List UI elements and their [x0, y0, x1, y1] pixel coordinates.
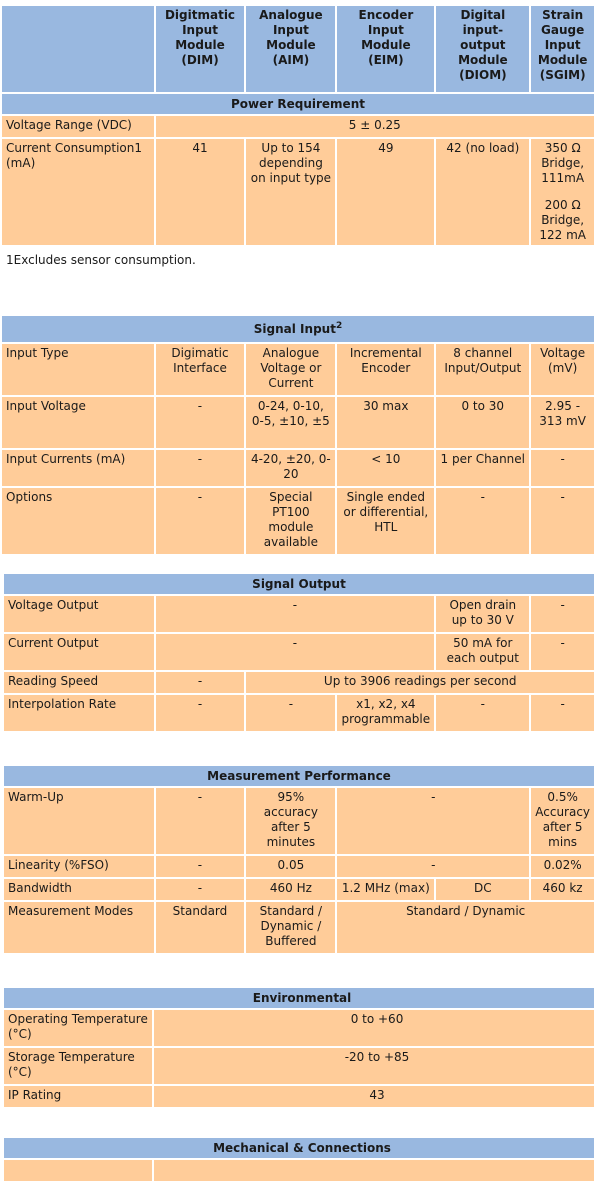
col-header-aim: Analogue Input Module (AIM): [246, 6, 335, 92]
section-row: [2, 316, 594, 342]
table-row: [2, 488, 594, 554]
table-row: [2, 116, 594, 137]
cell-value: [154, 1160, 594, 1181]
table-row: [2, 139, 594, 245]
cell-value: -: [156, 879, 245, 900]
table-row: [4, 856, 594, 877]
signal-output-table: [2, 572, 594, 733]
sgim-current-350: 350 Ω Bridge, 111mA: [541, 141, 585, 185]
section-title-power: Power Requirement: [2, 94, 594, 114]
cell-value: -: [156, 397, 245, 448]
cell-value: 460 Hz: [246, 879, 335, 900]
cell-value: -: [337, 788, 529, 854]
section-title-text: Signal Input: [253, 321, 336, 336]
row-label: Input Voltage: [2, 397, 154, 448]
cell-value: -: [337, 856, 529, 877]
table-row: [4, 902, 594, 953]
cell-value: -: [436, 695, 529, 731]
cell-value: Open drain up to 30 V: [436, 596, 529, 632]
environmental-table: [2, 986, 594, 1109]
sgim-current-200: 200 Ω Bridge, 122 mA: [539, 198, 586, 242]
section-title-environmental: Environmental: [4, 988, 594, 1008]
row-label: Input Currents (mA): [2, 450, 154, 486]
cell-value: -: [156, 596, 435, 632]
cell-value: 0 to 30: [436, 397, 529, 448]
cell-value: DC: [436, 879, 529, 900]
cell-value: 95% accuracy after 5 minutes: [246, 788, 335, 854]
cell-value: -: [156, 488, 245, 554]
cell-value: -: [531, 634, 594, 670]
cell-value: 0-24, 0-10, 0-5, ±10, ±5: [246, 397, 335, 448]
section-title-signal-output: Signal Output: [4, 574, 594, 594]
cell-value: 0 to +60: [154, 1010, 594, 1046]
row-label: IP Rating: [4, 1086, 152, 1107]
signal-input-table: [0, 314, 594, 556]
cell-value: < 10: [337, 450, 434, 486]
cell-value: 42 (no load): [436, 139, 529, 245]
table-row: [4, 634, 594, 670]
cell-value: -: [156, 450, 245, 486]
footnote-row: [2, 247, 594, 277]
cell-value: 30 max: [337, 397, 434, 448]
section-row: [4, 574, 594, 594]
cell-value: Special PT100 module available: [246, 488, 335, 554]
cell-value: -: [531, 596, 594, 632]
measurement-table: [2, 764, 594, 955]
cell-value: 4-20, ±20, 0-20: [246, 450, 335, 486]
cell-value: 0.5% Accuracy after 5 mins: [531, 788, 594, 854]
col-header-sgim: Strain Gauge Input Module (SGIM): [531, 6, 594, 92]
row-label: Bandwidth: [4, 879, 154, 900]
mechanical-table: [2, 1136, 594, 1183]
cell-value: -: [156, 788, 245, 854]
row-label: Operating Temperature (°C): [4, 1010, 152, 1046]
cell-value: -: [156, 634, 435, 670]
row-label: Warm-Up: [4, 788, 154, 854]
section-row: [2, 94, 594, 114]
header-corner: [2, 6, 154, 92]
table-row: [4, 1160, 594, 1181]
row-label: Measurement Modes: [4, 902, 154, 953]
cell-value: -: [531, 488, 594, 554]
table-row: [2, 344, 594, 395]
cell-value: Standard: [156, 902, 245, 953]
cell-value: -: [156, 856, 245, 877]
cell-value: -20 to +85: [154, 1048, 594, 1084]
cell-value: Up to 154 depending on input type: [246, 139, 335, 245]
footnote: 1Excludes sensor consumption.: [2, 247, 594, 277]
cell-value: 49: [337, 139, 434, 245]
row-label: Interpolation Rate: [4, 695, 154, 731]
cell-value: Standard / Dynamic / Buffered: [246, 902, 335, 953]
section-row: [4, 988, 594, 1008]
cell-value: 8 channel Input/Output: [436, 344, 529, 395]
col-header-eim: Encoder Input Module (EIM): [337, 6, 434, 92]
cell-value: -: [246, 695, 335, 731]
cell-value: -: [436, 488, 529, 554]
table-row: [4, 879, 594, 900]
row-label: Current Output: [4, 634, 154, 670]
row-label: Input Type: [2, 344, 154, 395]
section-title-mechanical: Mechanical & Connections: [4, 1138, 594, 1158]
cell-value: Up to 3906 readings per second: [246, 672, 594, 693]
cell-value: Single ended or differential, HTL: [337, 488, 434, 554]
table-row: [4, 1048, 594, 1084]
row-label: Current Consumption1 (mA): [2, 139, 154, 245]
row-label: Voltage Output: [4, 596, 154, 632]
row-label: Reading Speed: [4, 672, 154, 693]
table-row: [4, 1010, 594, 1046]
cell-value: -: [531, 450, 594, 486]
cell-value: 41: [156, 139, 245, 245]
row-label: Voltage Range (VDC): [2, 116, 154, 137]
cell-value: 1 per Channel: [436, 450, 529, 486]
section-title-measurement: Measurement Performance: [4, 766, 594, 786]
cell-value: Digimatic Interface: [156, 344, 245, 395]
table-row: [4, 596, 594, 632]
cell-value: Standard / Dynamic: [337, 902, 594, 953]
table-row: [2, 450, 594, 486]
table-row: [2, 397, 594, 448]
section-row: [4, 1138, 594, 1158]
cell-value: 0.05: [246, 856, 335, 877]
cell-value: -: [531, 695, 594, 731]
table-row: [4, 1086, 594, 1107]
cell-value: Voltage (mV): [531, 344, 594, 395]
row-label: [4, 1160, 152, 1181]
col-header-dim: Digitmatic Input Module (DIM): [156, 6, 245, 92]
cell-value: 2.95 - 313 mV: [531, 397, 594, 448]
header-row: [2, 6, 594, 92]
table-row: [4, 672, 594, 693]
table-row: [4, 695, 594, 731]
cell-value: Analogue Voltage or Current: [246, 344, 335, 395]
cell-value: Incremental Encoder: [337, 344, 434, 395]
section-row: [4, 766, 594, 786]
table-row: [4, 788, 594, 854]
cell-value: 5 ± 0.25: [156, 116, 594, 137]
cell-value: 1.2 MHz (max): [337, 879, 434, 900]
row-label: Storage Temperature (°C): [4, 1048, 152, 1084]
row-label: Options: [2, 488, 154, 554]
cell-value: -: [156, 672, 245, 693]
section-title-sup: 2: [335, 320, 343, 331]
power-table: [0, 4, 594, 279]
cell-value: 0.02%: [531, 856, 594, 877]
cell-value: [531, 139, 594, 245]
section-title-signal-input: [2, 316, 594, 342]
row-label: Linearity (%FSO): [4, 856, 154, 877]
cell-value: -: [156, 695, 245, 731]
cell-value: x1, x2, x4 programmable: [337, 695, 434, 731]
cell-value: 460 kz: [531, 879, 594, 900]
col-header-diom: Digital input-output Module (DIOM): [436, 6, 529, 92]
cell-value: 43: [154, 1086, 594, 1107]
cell-value: 50 mA for each output: [436, 634, 529, 670]
